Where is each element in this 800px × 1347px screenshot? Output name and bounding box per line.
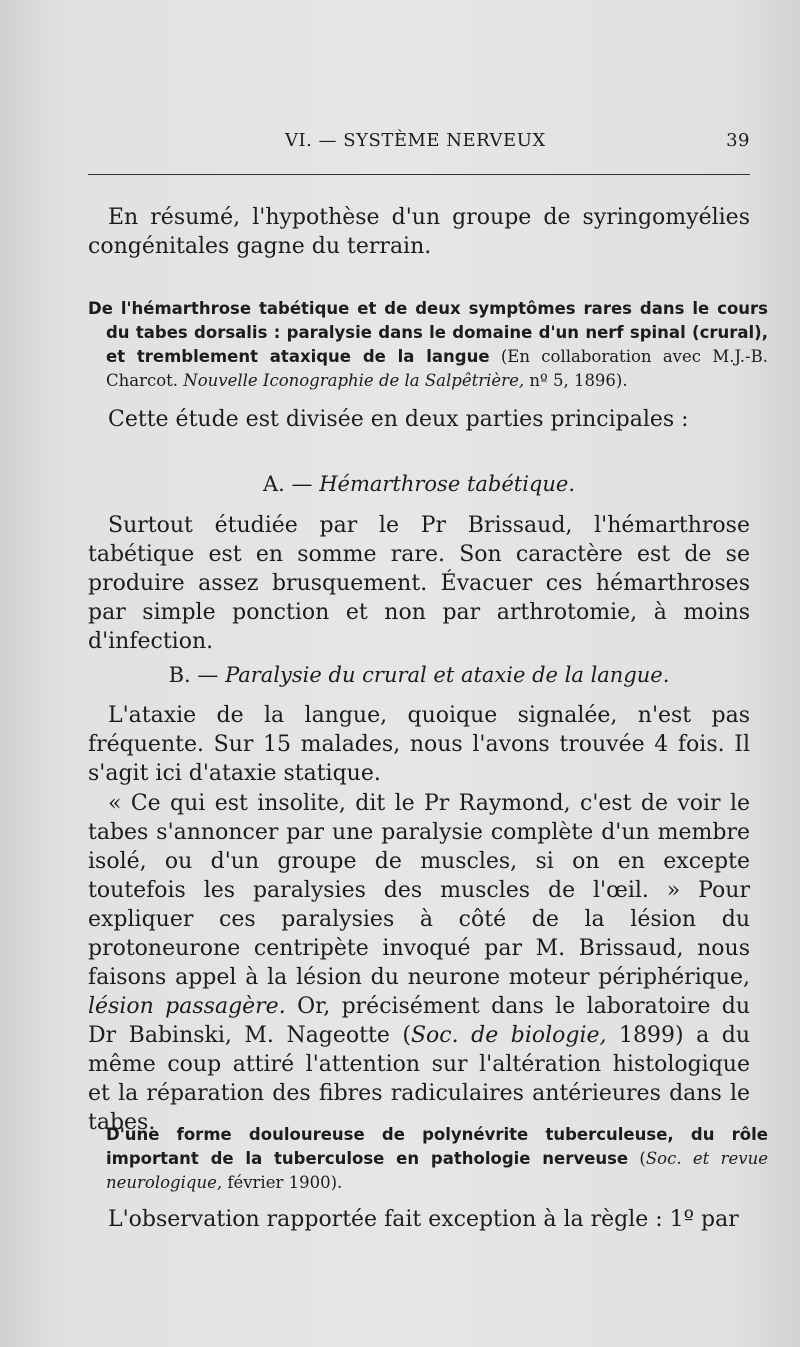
paragraph-observation: L'observation rapportée fait exception à la règle : 1º par [108,1207,739,1232]
journal-name: Soc. et revue neurologique, [106,1149,768,1192]
paragraph-ataxie: L'ataxie de la langue, quoique signalée, n'est pas fréquente. Sur 15 malades, nous l'avons trouvée 4 fois. Il s'agit ici d'ataxie statique. [88,703,750,786]
page-number: 39 [726,130,750,151]
running-header [105,130,750,158]
paragraph-intro: Cette étude est divisée en deux parties principales : [108,407,689,432]
journal-name: Nouvelle Iconographie de la Salpêtrière, [183,371,525,390]
section-heading-a: A. — Hémarthrose tabétique. [263,472,575,496]
paragraph-raymond: « Ce qui est insolite, dit le Pr Raymond, c'est de voir le tabes s'annoncer par une paralysie complète d'un membre isolé, ou d'un groupe de muscles, si on en excepte toutefois les paralysies des muscles de l'œil. » Pour expliquer ces paralysies à côté de la lésion du protoneurone centripète invoqué par M. Brissaud, nous faisons appel à la lésion du neurone moteur périphérique, lésion passagère. Or, précisément dans le laboratoire du Dr Babinski, M. Nageotte (Soc. de biologie, 1899) a du même coup attiré l'attention sur l'altération histologique et la réparation des fibres radiculaires antérieures dans le tabes. [88,791,751,1135]
paragraph-summary: En résumé, l'hypothèse d'un groupe de syringomyélies congénitales gagne du terrain. [88,205,750,259]
section-heading-b: B. — Paralysie du crural et ataxie de la langue. [168,663,670,687]
chapter-title: VI. — SYSTÈME NERVEUX [285,130,546,151]
header-rule [88,174,750,175]
bibliography-entry-polynevrite: D'une forme douloureuse de polynévrite tuberculeuse, du rôle important de la tuberculose en pathologie nerveuse (Soc. et revue neurologique, février 1900). [106,1125,768,1192]
paragraph-hemarthrose: Surtout étudiée par le Pr Brissaud, l'hémarthrose tabétique est en somme rare. Son caractère est de se produire assez brusquement. Évacuer ces hémarthroses par simple ponction et non par arthrotomie, à moins d'infection. [88,513,750,654]
bibliography-entry-hemarthrose: De l'hémarthrose tabétique et de deux symptômes rares dans le cours du tabes dorsalis : paralysie dans le domaine d'un nerf spinal (crural), et tremblement ataxique de la langue (En collaboration avec M.J.-B. Charcot. Nouvelle Iconographie de la Salpêtrière, nº 5, 1896). [88,299,768,390]
entry-title: De l'hémarthrose tabétique et de deux symptômes rares dans le cours du tabes dorsalis : paralysie dans le domaine d'un nerf spinal (crural), et tremblement ataxique de la langue [88,299,768,366]
entry-title: D'une forme douloureuse de polynévrite tuberculeuse, du rôle important de la tuberculose en pathologie nerveuse [106,1125,768,1168]
